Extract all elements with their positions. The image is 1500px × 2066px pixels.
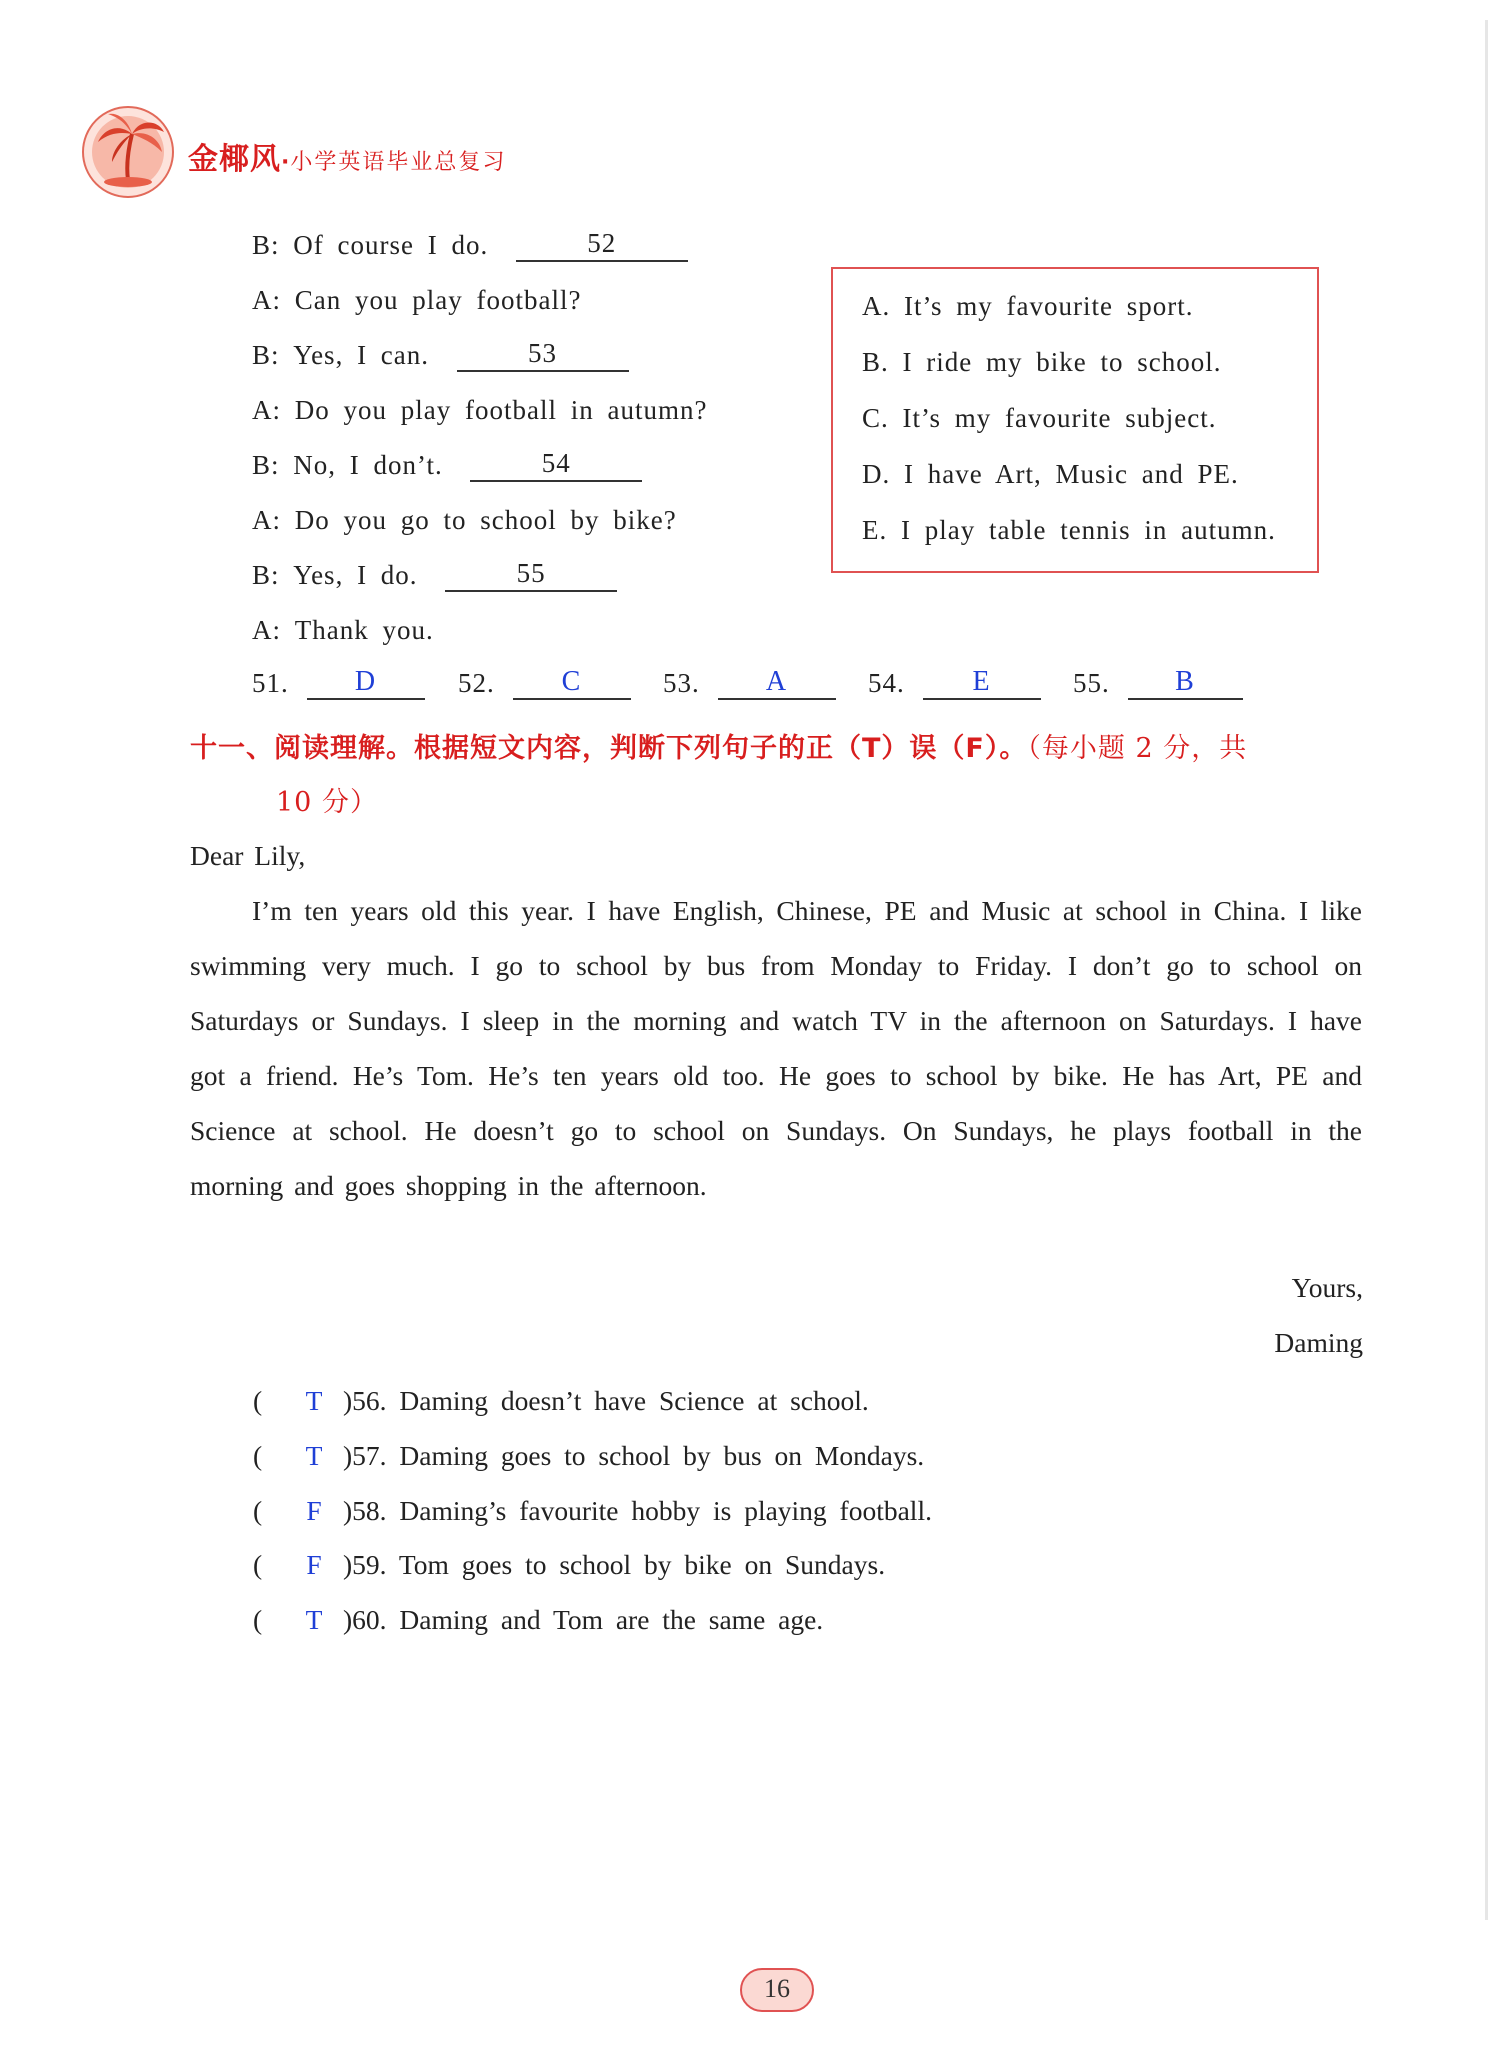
dialogue-line-5: [252, 450, 642, 482]
tf-answer[interactable]: F: [306, 1549, 322, 1580]
section-title: [190, 722, 1370, 830]
speaker: B: [252, 340, 272, 370]
tf-question-60: [253, 1604, 823, 1636]
open-paren: (: [253, 1549, 263, 1580]
tf-text: )58. Daming’s favourite hobby is playing football.: [343, 1495, 932, 1526]
answer-blank[interactable]: [923, 668, 1041, 700]
blank-number: 53: [528, 338, 558, 368]
dialogue-text: Do you play football in autumn?: [294, 395, 708, 425]
dialogue-line-4: [252, 395, 707, 426]
answer-value: E: [972, 666, 991, 697]
tf-text: )59. Tom goes to school by bike on Sundays.: [343, 1549, 886, 1580]
tf-answer[interactable]: F: [306, 1495, 322, 1526]
dialogue-text: Do you go to school by bike?: [294, 505, 677, 535]
dialogue-line-7: [252, 560, 617, 592]
option-c: C. It’s my favourite subject.: [862, 403, 1217, 433]
header: [78, 100, 778, 200]
blank-number: 55: [516, 558, 546, 588]
letter-closing: Yours,: [1291, 1272, 1363, 1303]
dialogue-text: Thank you.: [294, 615, 434, 645]
answer-blank[interactable]: [516, 230, 688, 262]
speaker: A: [252, 285, 273, 315]
speaker-sep: :: [272, 285, 282, 315]
answer-blank[interactable]: [307, 668, 425, 700]
option-a: A. It’s my favourite sport.: [862, 291, 1194, 321]
speaker: A: [252, 395, 273, 425]
answer-number: 52.: [458, 668, 495, 698]
tf-text: )60. Daming and Tom are the same age.: [343, 1604, 824, 1635]
blank-number: 54: [541, 448, 571, 478]
answer-52: [458, 668, 631, 700]
answer-value: D: [354, 666, 377, 697]
tf-text: )57. Daming goes to school by bus on Mondays.: [343, 1440, 925, 1471]
page-number: 16: [740, 1968, 814, 2012]
speaker-sep: :: [271, 340, 280, 370]
answer-value: A: [765, 666, 788, 697]
options-box: [831, 267, 1319, 573]
tf-answer[interactable]: T: [305, 1604, 323, 1635]
answer-53: [663, 668, 836, 700]
letter-signature: Daming: [1274, 1327, 1363, 1358]
dialogue-text: Yes, I do.: [293, 560, 418, 590]
speaker: B: [252, 230, 272, 260]
answer-value: C: [561, 666, 582, 697]
tf-question-57: [253, 1440, 924, 1472]
answer-54: [868, 668, 1041, 700]
letter-greeting: Dear Lily,: [190, 840, 306, 871]
page-edge: [1485, 20, 1488, 1920]
letter-body: I’m ten years old this year. I have English, Chinese, PE and Music at school in China. I like swimming very much. I go to school by bus from Monday to Friday. I don’t go to school on Saturdays or Sundays. I sleep in the morning and watch TV in the afternoon on Saturdays. I have got a friend. He’s Tom. He’s ten years old too. He goes to school by bike. He has Art, PE and Science at school. He doesn’t go to school on Sundays. On Sundays, he plays football in the morning and goes shopping in the afternoon.: [190, 895, 1362, 1201]
answer-55: [1073, 668, 1243, 700]
section-heading: 十一、阅读理解。根据短文内容，判断下列句子的正（T）误（F）。: [190, 733, 1028, 764]
speaker-sep: :: [271, 230, 280, 260]
answer-blank[interactable]: [445, 560, 617, 592]
speaker: B: [252, 560, 272, 590]
dialogue-line-2: [252, 285, 581, 316]
palm-tree-logo-icon: [78, 100, 178, 200]
answer-number: 53.: [663, 668, 700, 698]
brand-title: [188, 134, 506, 178]
brand-dot: ·: [281, 150, 291, 175]
option-e: E. I play table tennis in autumn.: [862, 515, 1276, 545]
series-title: 小学英语毕业总复习: [290, 150, 507, 175]
answer-blank[interactable]: [1128, 668, 1243, 700]
dialogue-line-3: [252, 340, 629, 372]
dialogue-line-6: [252, 505, 677, 536]
answer-blank[interactable]: [513, 668, 631, 700]
speaker-sep: :: [272, 615, 282, 645]
answer-blank[interactable]: [718, 668, 836, 700]
tf-text: )56. Daming doesn’t have Science at school.: [343, 1385, 869, 1416]
speaker-sep: :: [271, 560, 280, 590]
open-paren: (: [253, 1495, 263, 1526]
open-paren: (: [253, 1385, 263, 1416]
dialogue-text: Can you play football?: [294, 285, 582, 315]
dialogue-text: Of course I do.: [293, 230, 489, 260]
open-paren: (: [253, 1604, 263, 1635]
tf-answer[interactable]: T: [305, 1385, 323, 1416]
answer-value: B: [1175, 666, 1195, 697]
brand-name: 金椰风: [188, 142, 281, 177]
dialogue-text: Yes, I can.: [293, 340, 430, 370]
answer-number: 55.: [1073, 668, 1110, 698]
tf-answer[interactable]: T: [305, 1440, 323, 1471]
dialogue-text: No, I don’t.: [293, 450, 443, 480]
tf-question-58: [253, 1495, 932, 1527]
letter-passage: [190, 828, 1362, 1213]
speaker-sep: :: [272, 395, 282, 425]
answer-blank[interactable]: [457, 340, 629, 372]
answer-number: 51.: [252, 668, 289, 698]
option-d: D. I have Art, Music and PE.: [862, 459, 1239, 489]
speaker-sep: :: [272, 505, 282, 535]
dialogue-line-1: [252, 230, 688, 262]
answer-number: 54.: [868, 668, 905, 698]
section-note-cont: 10 分）: [276, 787, 378, 818]
speaker: A: [252, 615, 273, 645]
answer-51: [252, 668, 425, 700]
speaker: B: [252, 450, 272, 480]
tf-question-59: [253, 1549, 885, 1581]
speaker: A: [252, 505, 273, 535]
section-note: （每小题 2 分，共: [1027, 733, 1248, 764]
speaker-sep: :: [271, 450, 280, 480]
tf-question-56: [253, 1385, 869, 1417]
dialogue-line-8: [252, 615, 434, 646]
open-paren: (: [253, 1440, 263, 1471]
blank-number: 52: [587, 228, 617, 258]
option-b: B. I ride my bike to school.: [862, 347, 1222, 377]
answer-blank[interactable]: [470, 450, 642, 482]
